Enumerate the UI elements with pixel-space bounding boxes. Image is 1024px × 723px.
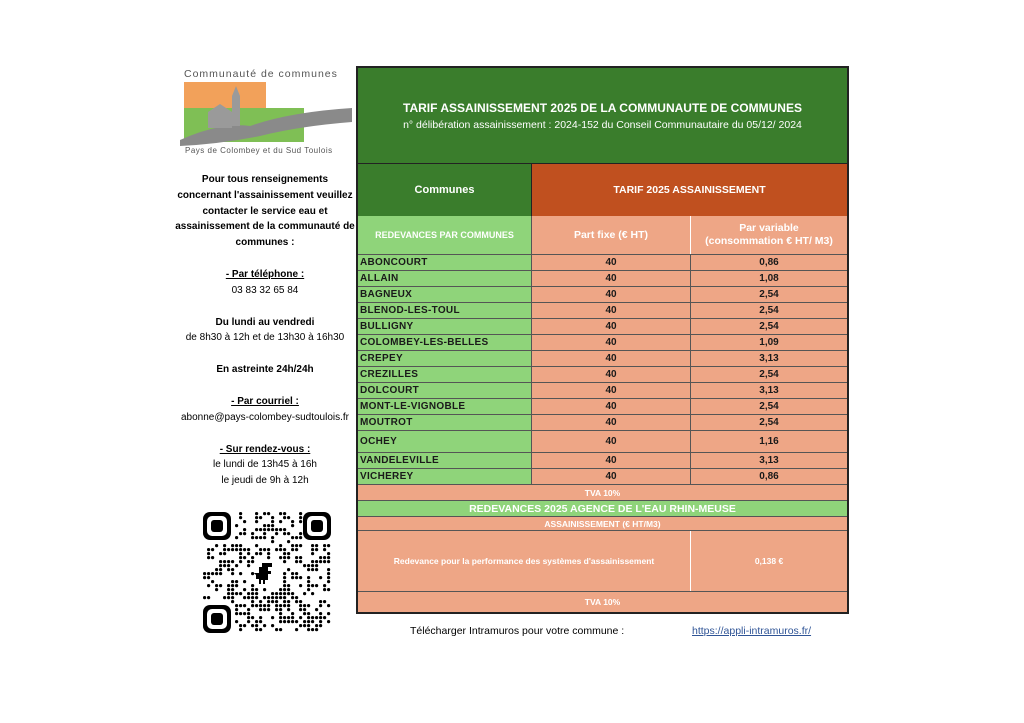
performance-label: Redevance pour la performance des systèmes d'assainissement — [358, 531, 691, 591]
commune-name: ALLAIN — [358, 270, 532, 286]
part-variable-value: 3,13 — [691, 382, 847, 398]
part-variable-value: 0,86 — [691, 254, 847, 270]
commune-name: MOUTROT — [358, 414, 532, 430]
logo-top-text: Communauté de communes — [184, 68, 338, 80]
part-variable-value: 3,13 — [691, 452, 847, 468]
subheader-variable-line2: (consommation € HT/ M3) — [705, 235, 833, 247]
logo-landscape-icon — [180, 82, 352, 146]
phone-heading: - Par téléphone : — [225, 268, 305, 280]
contact-intro-line: contacter le service eau et — [202, 205, 328, 217]
qr-code-icon[interactable] — [202, 511, 332, 634]
part-fixe-value: 40 — [532, 430, 691, 452]
part-variable-value: 2,54 — [691, 398, 847, 414]
performance-value: 0,138 € — [691, 531, 847, 591]
part-fixe-value: 40 — [532, 366, 691, 382]
oncall-text: En astreinte 24h/24h — [216, 364, 314, 376]
agence-subheader: ASSAINISSEMENT (€ HT/M3) — [358, 516, 847, 531]
part-fixe-value: 40 — [532, 382, 691, 398]
part-fixe-value: 40 — [532, 398, 691, 414]
part-variable-value: 2,54 — [691, 286, 847, 302]
table-title-block — [358, 68, 847, 163]
part-fixe-value: 40 — [532, 318, 691, 334]
appointment-monday: le lundi de 13h45 à 16h — [213, 459, 317, 471]
table-subtitle: n° délibération assainissement : 2024-152 du Conseil Communautaire du 05/12/ 2024 — [403, 118, 802, 131]
tva-row-2: TVA 10% — [358, 591, 847, 612]
commune-name: BLENOD-LES-TOUL — [358, 302, 532, 318]
header-tarif: TARIF 2025 ASSAINISSEMENT — [532, 163, 847, 216]
part-variable-value: 2,54 — [691, 302, 847, 318]
part-variable-value: 1,16 — [691, 430, 847, 452]
part-fixe-value: 40 — [532, 414, 691, 430]
header-communes: Communes — [358, 163, 532, 216]
part-variable-value: 2,54 — [691, 318, 847, 334]
part-fixe-value: 40 — [532, 452, 691, 468]
contact-intro-line: communes : — [235, 237, 295, 249]
agence-title: REDEVANCES 2025 AGENCE DE L'EAU RHIN-MEUSE — [358, 501, 847, 516]
part-variable-value: 3,13 — [691, 350, 847, 366]
contact-intro-line: Pour tous renseignements — [201, 174, 329, 185]
commune-name: CREPEY — [358, 350, 532, 366]
part-fixe-value: 40 — [532, 334, 691, 350]
part-variable-value: 1,09 — [691, 334, 847, 350]
subheader-variable-line1: Par variable — [739, 222, 799, 234]
commune-name: VANDELEVILLE — [358, 452, 532, 468]
part-fixe-value: 40 — [532, 302, 691, 318]
subheader-redevances: REDEVANCES PAR COMMUNES — [358, 216, 532, 254]
commune-name: DOLCOURT — [358, 382, 532, 398]
tva-row: TVA 10% — [358, 484, 847, 501]
part-variable-value: 1,08 — [691, 270, 847, 286]
part-fixe-value: 40 — [532, 350, 691, 366]
commune-name: OCHEY — [358, 430, 532, 452]
table-title: TARIF ASSAINISSEMENT 2025 DE LA COMMUNAUTE DE COMMUNES — [403, 100, 802, 115]
intramuros-link[interactable]: https://appli-intramuros.fr/ — [692, 625, 812, 637]
commune-name: BULLIGNY — [358, 318, 532, 334]
part-fixe-value: 40 — [532, 270, 691, 286]
contact-intro-line: assainissement de la communauté de — [175, 221, 355, 233]
phone-number: 03 83 32 65 84 — [231, 284, 299, 296]
contact-intro-line: concernant l'assainissement veuillez — [177, 189, 353, 201]
logo — [174, 68, 354, 160]
commune-name: COLOMBEY-LES-BELLES — [358, 334, 532, 350]
commune-name: ABONCOURT — [358, 254, 532, 270]
logo-bottom-text: Pays de Colombey et du Sud Toulois — [185, 146, 333, 155]
tariff-table — [356, 66, 849, 614]
part-variable-value: 2,54 — [691, 366, 847, 382]
part-variable-value: 0,86 — [691, 468, 847, 484]
mail-address[interactable]: abonne@pays-colombey-sudtoulois.fr — [180, 411, 350, 423]
subheader-variable — [691, 216, 847, 254]
commune-name: CREZILLES — [358, 366, 532, 382]
footer-text: Télécharger Intramuros pour votre commune : — [410, 625, 625, 637]
part-variable-value: 2,54 — [691, 414, 847, 430]
contact-info — [174, 172, 356, 489]
part-fixe-value: 40 — [532, 254, 691, 270]
part-fixe-value: 40 — [532, 468, 691, 484]
opening-days: Du lundi au vendredi — [215, 316, 315, 328]
commune-name: MONT-LE-VIGNOBLE — [358, 398, 532, 414]
commune-name: VICHEREY — [358, 468, 532, 484]
mail-heading: - Par courriel : — [231, 395, 299, 407]
opening-hours: de 8h30 à 12h et de 13h30 à 16h30 — [185, 332, 345, 344]
part-fixe-value: 40 — [532, 286, 691, 302]
appointment-heading: - Sur rendez-vous : — [219, 443, 311, 455]
appointment-thursday: le jeudi de 9h à 12h — [221, 475, 309, 487]
subheader-fixe: Part fixe (€ HT) — [532, 216, 691, 254]
commune-name: BAGNEUX — [358, 286, 532, 302]
